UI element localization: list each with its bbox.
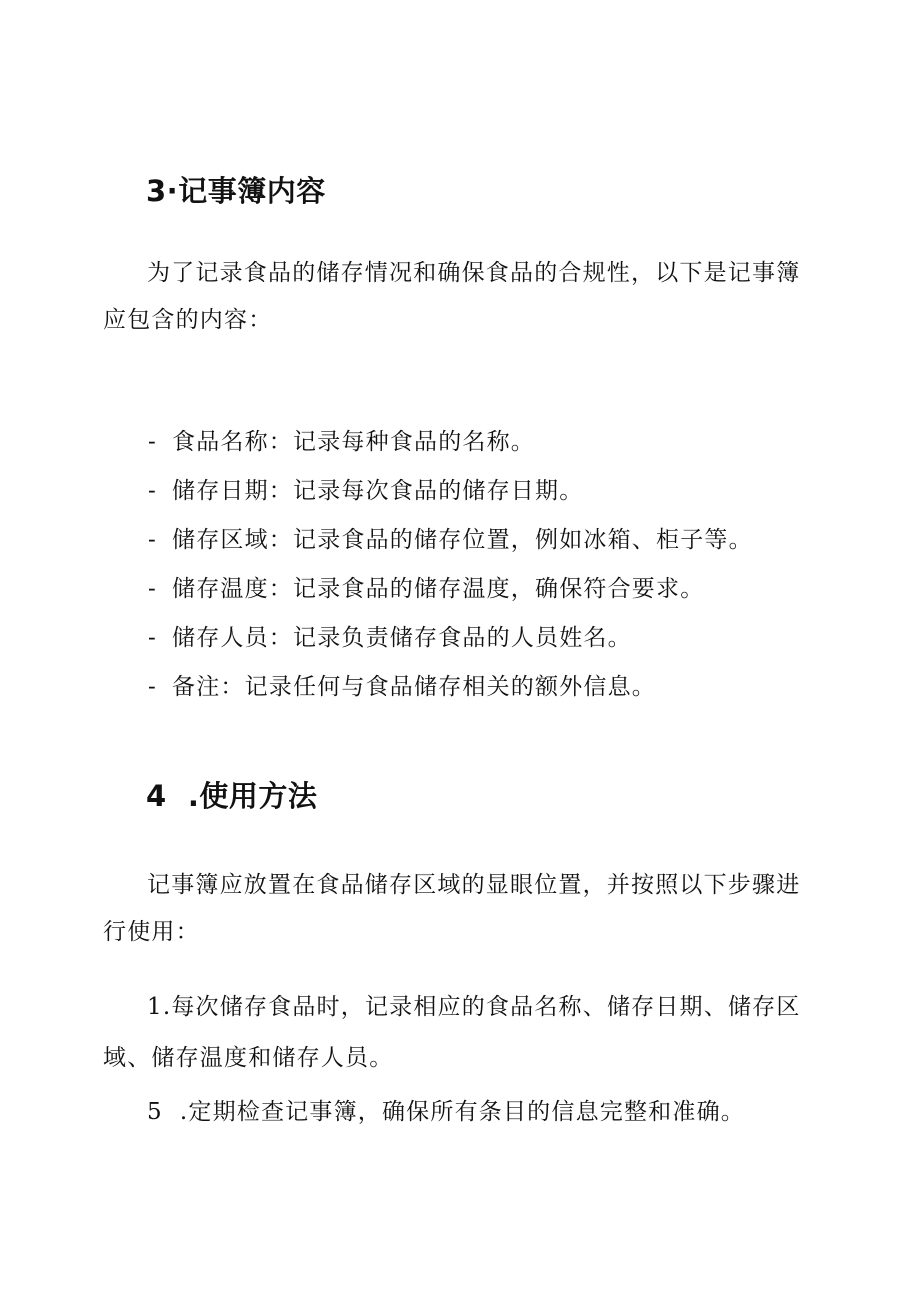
list-item bbox=[148, 620, 753, 669]
list-item-text: 储存日期：记录每次食品的储存日期。 bbox=[172, 478, 584, 504]
usage-step-2: 5 .定期检查记事簿，确保所有条目的信息完整和准确。 bbox=[147, 1099, 745, 1125]
usage-step-1: 1.每次储存食品时，记录相应的食品名称、储存日期、储存区域、储存温度和储存人员。 bbox=[103, 994, 801, 1071]
list-item bbox=[148, 669, 753, 718]
list-dash: - bbox=[148, 527, 157, 553]
list-item-text: 储存温度：记录食品的储存温度，确保符合要求。 bbox=[172, 576, 705, 602]
list-item bbox=[148, 522, 753, 571]
list-dash: - bbox=[148, 478, 157, 504]
list-dash: - bbox=[148, 576, 157, 602]
section-3-heading: 3·记事簿内容 bbox=[146, 174, 326, 208]
list-item-text: 储存人员：记录负责储存食品的人员姓名。 bbox=[172, 625, 632, 651]
list-item bbox=[148, 424, 753, 473]
section-4-intro: 记事簿应放置在食品储存区域的显眼位置，并按照以下步骤进行使用： bbox=[103, 872, 801, 945]
list-item-text: 食品名称：记录每种食品的名称。 bbox=[172, 429, 535, 455]
list-item bbox=[148, 473, 753, 522]
list-dash: - bbox=[148, 429, 157, 455]
list-dash: - bbox=[148, 625, 157, 651]
list-item-text: 储存区域：记录食品的储存位置，例如冰箱、柜子等。 bbox=[172, 527, 753, 553]
record-contents-list bbox=[148, 424, 753, 718]
list-dash: - bbox=[148, 674, 157, 700]
list-item-text: 备注：记录任何与食品储存相关的额外信息。 bbox=[172, 674, 656, 700]
section-3-intro: 为了记录食品的储存情况和确保食品的合规性，以下是记事簿应包含的内容： bbox=[103, 260, 801, 333]
list-item bbox=[148, 571, 753, 620]
section-4-heading: 4 .使用方法 bbox=[146, 779, 318, 813]
